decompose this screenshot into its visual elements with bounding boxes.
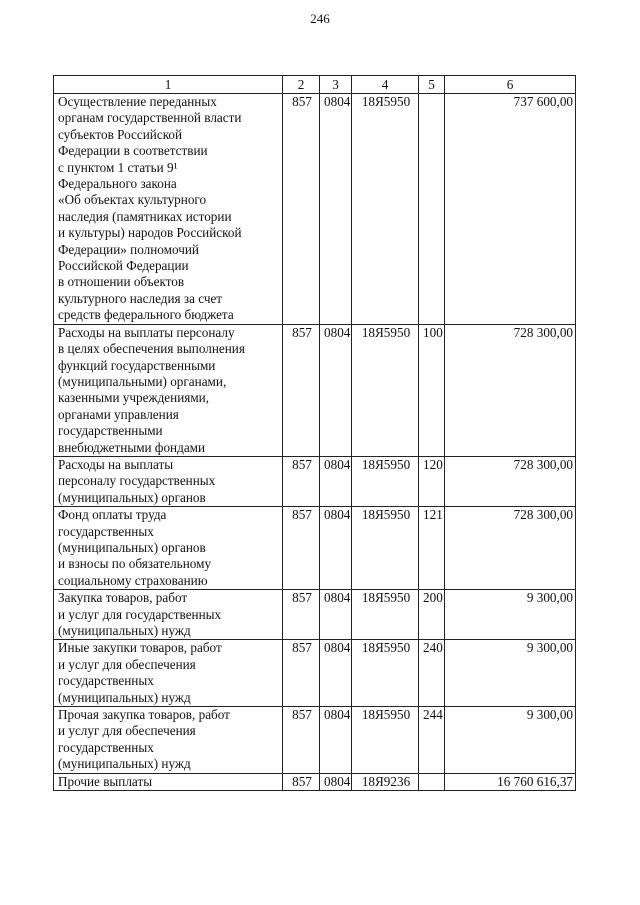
table-row — [54, 507, 576, 590]
row-section: 0804 — [320, 94, 352, 325]
row-amount: 9 300,00 — [445, 640, 576, 707]
row-code: 857 — [283, 94, 320, 325]
row-section: 0804 — [320, 640, 352, 707]
row-amount: 9 300,00 — [445, 707, 576, 774]
row-code: 857 — [283, 456, 320, 506]
row-code: 857 — [283, 773, 320, 790]
page-number: 246 — [310, 11, 330, 26]
table-row — [54, 94, 576, 325]
table-row — [54, 773, 576, 790]
row-code: 857 — [283, 507, 320, 590]
header-row — [54, 76, 576, 94]
column-header-target: 4 — [352, 76, 419, 94]
row-type: 100 — [419, 324, 445, 456]
row-description: Прочая закупка товаров, работ и услуг для обеспечения государственных (муниципальных) нужд — [54, 707, 283, 774]
row-section: 0804 — [320, 456, 352, 506]
row-target: 18Я5950 — [352, 94, 419, 325]
row-type — [419, 94, 445, 325]
row-description: Расходы на выплаты персоналу в целях обеспечения выполнения функций государственными (муниципальными) органами, казенными учреждениями, органами управления государственными внебюджетными фондами — [54, 324, 283, 456]
table-row — [54, 640, 576, 707]
row-amount: 16 760 616,37 — [445, 773, 576, 790]
row-type: 121 — [419, 507, 445, 590]
row-target: 18Я9236 — [352, 773, 419, 790]
table-row — [54, 324, 576, 456]
row-section: 0804 — [320, 773, 352, 790]
row-code: 857 — [283, 324, 320, 456]
row-target: 18Я5950 — [352, 707, 419, 774]
row-type: 120 — [419, 456, 445, 506]
table-row — [54, 590, 576, 640]
row-description: Закупка товаров, работ и услуг для государственных (муниципальных) нужд — [54, 590, 283, 640]
row-description: Прочие выплаты — [54, 773, 283, 790]
row-amount: 728 300,00 — [445, 507, 576, 590]
column-header-amount: 6 — [445, 76, 576, 94]
row-amount: 9 300,00 — [445, 590, 576, 640]
row-target: 18Я5950 — [352, 590, 419, 640]
row-description: Расходы на выплаты персоналу государственных (муниципальных) органов — [54, 456, 283, 506]
row-description: Фонд оплаты труда государственных (муниципальных) органов и взносы по обязательному социальному страхованию — [54, 507, 283, 590]
row-code: 857 — [283, 707, 320, 774]
row-type: 200 — [419, 590, 445, 640]
column-header-section: 3 — [320, 76, 352, 94]
column-header-type: 5 — [419, 76, 445, 94]
budget-table — [53, 75, 576, 791]
column-header-description: 1 — [54, 76, 283, 94]
row-section: 0804 — [320, 507, 352, 590]
row-description: Иные закупки товаров, работ и услуг для обеспечения государственных (муниципальных) нужд — [54, 640, 283, 707]
row-type: 244 — [419, 707, 445, 774]
row-target: 18Я5950 — [352, 640, 419, 707]
row-code: 857 — [283, 640, 320, 707]
table-row — [54, 707, 576, 774]
row-target: 18Я5950 — [352, 507, 419, 590]
row-amount: 737 600,00 — [445, 94, 576, 325]
row-section: 0804 — [320, 590, 352, 640]
row-target: 18Я5950 — [352, 324, 419, 456]
row-code: 857 — [283, 590, 320, 640]
row-description: Осуществление переданных органам государственной власти субъектов Российской Федерации в соответствии с пунктом 1 статьи 9¹ Федерального закона «Об объектах культурного наследия (памятниках истории и культуры) народов Российской Федерации» полномочий Российской Федерации в отношении объектов культурного наследия за счет средств федерального бюджета — [54, 94, 283, 325]
row-target: 18Я5950 — [352, 456, 419, 506]
row-amount: 728 300,00 — [445, 324, 576, 456]
row-type — [419, 773, 445, 790]
column-header-code: 2 — [283, 76, 320, 94]
table-row — [54, 456, 576, 506]
row-section: 0804 — [320, 324, 352, 456]
row-section: 0804 — [320, 707, 352, 774]
row-type: 240 — [419, 640, 445, 707]
row-amount: 728 300,00 — [445, 456, 576, 506]
